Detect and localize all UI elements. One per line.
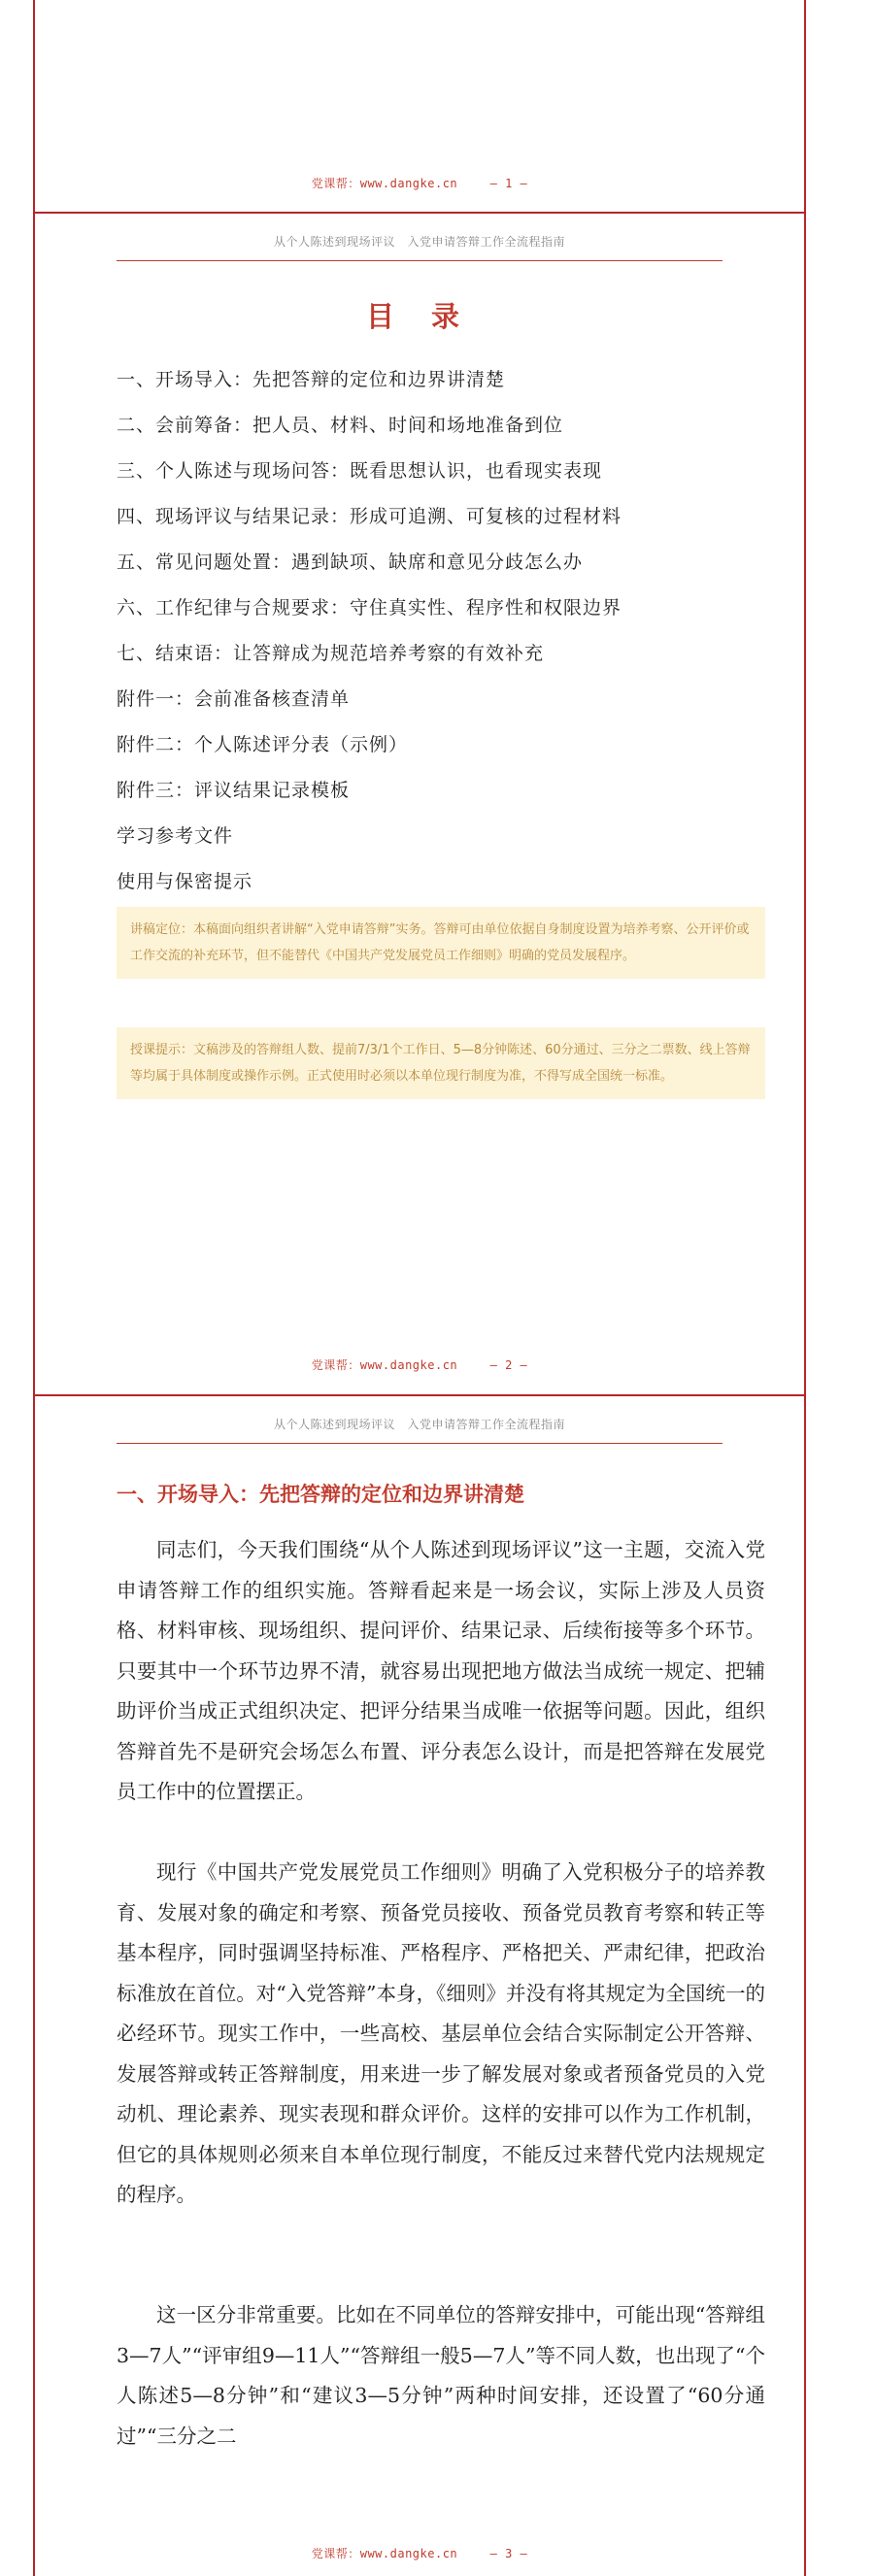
- page-number: — 3 —: [489, 2547, 528, 2560]
- footer-site[interactable]: 党课帮：www.dangke.cn: [311, 177, 458, 190]
- toc-item[interactable]: 七、结束语：让答辩成为规范培养考察的有效补充: [117, 643, 545, 664]
- toc-item[interactable]: 学习参考文件: [117, 825, 234, 847]
- footer-site[interactable]: 党课帮：www.dangke.cn: [311, 2547, 458, 2560]
- running-header: 从个人陈述到现场评议 入党申请答辩工作全流程指南: [273, 1418, 565, 1431]
- toc-item[interactable]: 附件三：评议结果记录模板: [117, 780, 351, 801]
- running-header: 从个人陈述到现场评议 入党申请答辩工作全流程指南: [273, 235, 565, 249]
- toc-title: 目 录: [365, 300, 474, 333]
- footer-site[interactable]: 党课帮：www.dangke.cn: [311, 1358, 458, 1372]
- toc-item[interactable]: 附件二：个人陈述评分表（示例）: [117, 734, 409, 755]
- paragraph: 现行《中国共产党发展党员工作细则》明确了入党积极分子的培养教育、发展对象的确定和考察、预备党员接收、预备党员教育考察和转正等基本程序，同时强调坚持标准、严格程序、严格把关、严肃纪律，把政治标准放在首位。对“入党答辩”本身，《细则》并没有将其规定为全国统一的必经环节。现实工作中，一些高校、基层单位会结合实际制定公开答辩、发展答辩或转正答辩制度，用来进一步了解发展对象或者预备党员的入党动机、理论素养、现实表现和群众评价。这样的安排可以作为工作机制，但它的具体规则必须来自本单位现行制度，不能反过来替代党内法规规定的程序。: [117, 1860, 765, 2206]
- toc-item[interactable]: 二、会前筹备：把人员、材料、时间和场地准备到位: [117, 415, 564, 436]
- toc-item[interactable]: 四、现场评议与结果记录：形成可追溯、可复核的过程材料: [117, 506, 622, 527]
- toc-item[interactable]: 六、工作纪律与合规要求：守住真实性、程序性和权限边界: [117, 597, 622, 619]
- toc-item[interactable]: 三、个人陈述与现场问答：既看思想认识，也看现实表现: [117, 460, 603, 482]
- toc-item[interactable]: 一、开场导入：先把答辩的定位和边界讲清楚: [117, 369, 506, 390]
- section-title: 一、开场导入：先把答辩的定位和边界讲清楚: [117, 1483, 524, 1506]
- toc-item[interactable]: 五、常见问题处置：遇到缺项、缺席和意见分歧怎么办: [117, 552, 584, 573]
- teaching-hint-note: 授课提示：文稿涉及的答辩组人数、提前7/3/1个工作日、5—8分钟陈述、60分通过、三分之二票数、线上答辩等均属于具体制度或操作示例。正式使用时必须以本单位现行制度为准，不得写成全国统一标准。: [117, 1027, 765, 1099]
- page-footer: [35, 2545, 804, 2561]
- page-number: — 2 —: [489, 1358, 528, 1372]
- paragraph: 同志们，今天我们围绕“从个人陈述到现场评议”这一主题，交流入党申请答辩工作的组织实施。答辩看起来是一场会议，实际上涉及人员资格、材料审核、现场组织、提问评价、结果记录、后续衔接等多个环节。只要其中一个环节边界不清，就容易出现把地方做法当成统一规定、把辅助评价当成正式组织决定、把评分结果当成唯一依据等问题。因此，组织答辩首先不是研究会场怎么布置、评分表怎么设计，而是把答辩在发展党员工作中的位置摆正。: [117, 1538, 765, 1803]
- paragraph: 这一区分非常重要。比如在不同单位的答辩安排中，可能出现“答辩组3—7人”“评审组9—11人”“答辩组一般5—7人”等不同人数，也出现了“个人陈述5—8分钟”和“建议3—5分钟”两种时间安排，还设置了“60分通过”“三分之二: [117, 2303, 765, 2448]
- header-rule: [117, 260, 723, 261]
- page-number: — 1 —: [489, 177, 528, 190]
- positioning-note: 讲稿定位：本稿面向组织者讲解“入党申请答辩”实务。答辩可由单位依据自身制度设置为培养考察、公开评价或工作交流的补充环节，但不能替代《中国共产党发展党员工作细则》明确的党员发展程序。: [117, 907, 765, 979]
- header-rule: [117, 1443, 723, 1444]
- page-3: [33, 1394, 806, 2576]
- toc-item[interactable]: 使用与保密提示: [117, 871, 253, 892]
- page-1: [33, 0, 806, 212]
- page-footer: [35, 175, 804, 191]
- page-footer: [35, 1356, 804, 1373]
- toc-item[interactable]: 附件一：会前准备核查清单: [117, 688, 351, 710]
- page-2: [33, 212, 806, 1394]
